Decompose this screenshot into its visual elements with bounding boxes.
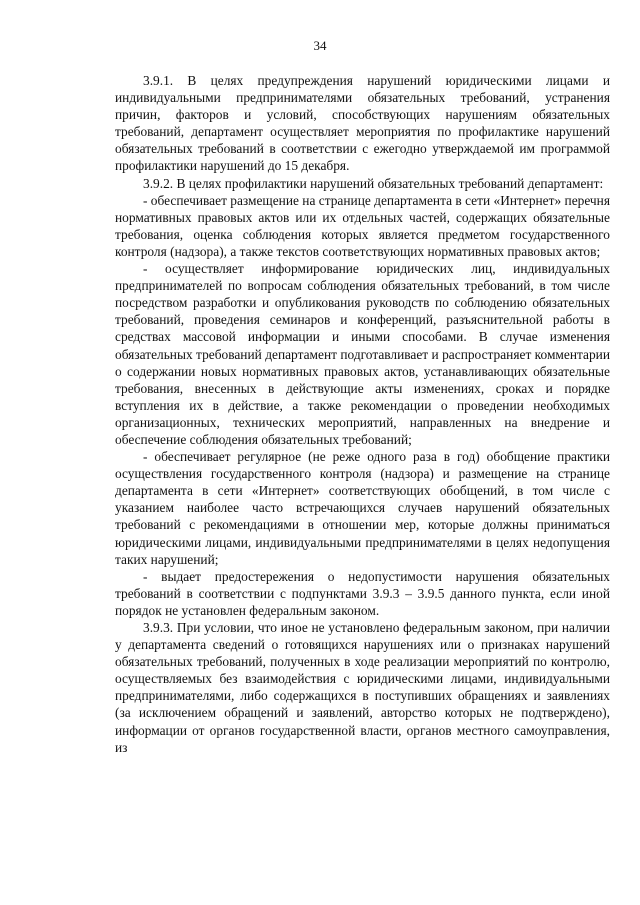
page-number: 34 xyxy=(313,38,327,53)
list-item-informing: - осуществляет информирование юридических лиц, индивидуальных предпринимателей по вопросам соблюдения обязательных требований, в том числе посредством разработки и опубликования руководств по соблюдению обязательных требований, проведения семинаров и конференций, разъяснительной работы в средствах массовой информации и иными способами. В случае изменения обязательных требований департамент подготавливает и распространяет комментарии о содержании новых нормативных правовых актов, устанавливающих обязательные требования, внесенных в действующие акты изменениях, сроках и порядке вступления их в действие, а также рекомендации о проведении необходимых организационных, технических мероприятий, направленных на внедрение и обеспечение соблюдения обязательных требований; xyxy=(115,261,610,447)
document-body xyxy=(115,72,610,756)
list-item-practice-summary: - обеспечивает регулярное (не реже одного раза в год) обобщение практики осуществления государственного контроля (надзора) и размещение на странице департамента в сети «Интернет» соответствующих обобщений, в том числе с указанием наиболее часто встречающихся случаев нарушений обязательных требований с рекомендациями в отношении мер, которые должны приниматься юридическими лицами, индивидуальными предпринимателями в целях недопущения таких нарушений; xyxy=(115,449,610,567)
paragraph-3-9-1: 3.9.1. В целях предупреждения нарушений юридическими лицами и индивидуальными предпринимателями обязательных требований, устранения причин, факторов и условий, способствующих нарушениям обязательных требований, департамент осуществляет мероприятия по профилактике нарушений обязательных требований в соответствии с ежегодно утверждаемой им программой профилактики нарушений до 15 декабря. xyxy=(115,73,610,174)
paragraph-3-9-3: 3.9.3. При условии, что иное не установлено федеральным законом, при наличии у департамента сведений о готовящихся нарушениях или о признаках нарушений обязательных требований, полученных в ходе реализации мероприятий по контролю, осуществляемых без взаимодействия с юридическими лицами, индивидуальными предпринимателями, либо содержащихся в поступивших обращениях и заявлениях (за исключением обращений и заявлений, авторство которых не подтверждено), информации от органов государственной власти, органов местного самоуправления, из xyxy=(115,620,610,755)
list-item-publish-acts: - обеспечивает размещение на странице департамента в сети «Интернет» перечня нормативных правовых актов или их отдельных частей, содержащих обязательные требования, оценка соблюдения которых является предметом государственного контроля (надзора), а также текстов соответствующих нормативных правовых актов; xyxy=(115,192,610,259)
list-item-warnings: - выдает предостережения о недопустимости нарушения обязательных требований в соответствии с подпунктами 3.9.3 – 3.9.5 данного пункта, если иной порядок не установлен федеральным законом. xyxy=(115,568,610,618)
paragraph-3-9-2: 3.9.2. В целях профилактики нарушений обязательных требований департамент: xyxy=(143,175,604,191)
